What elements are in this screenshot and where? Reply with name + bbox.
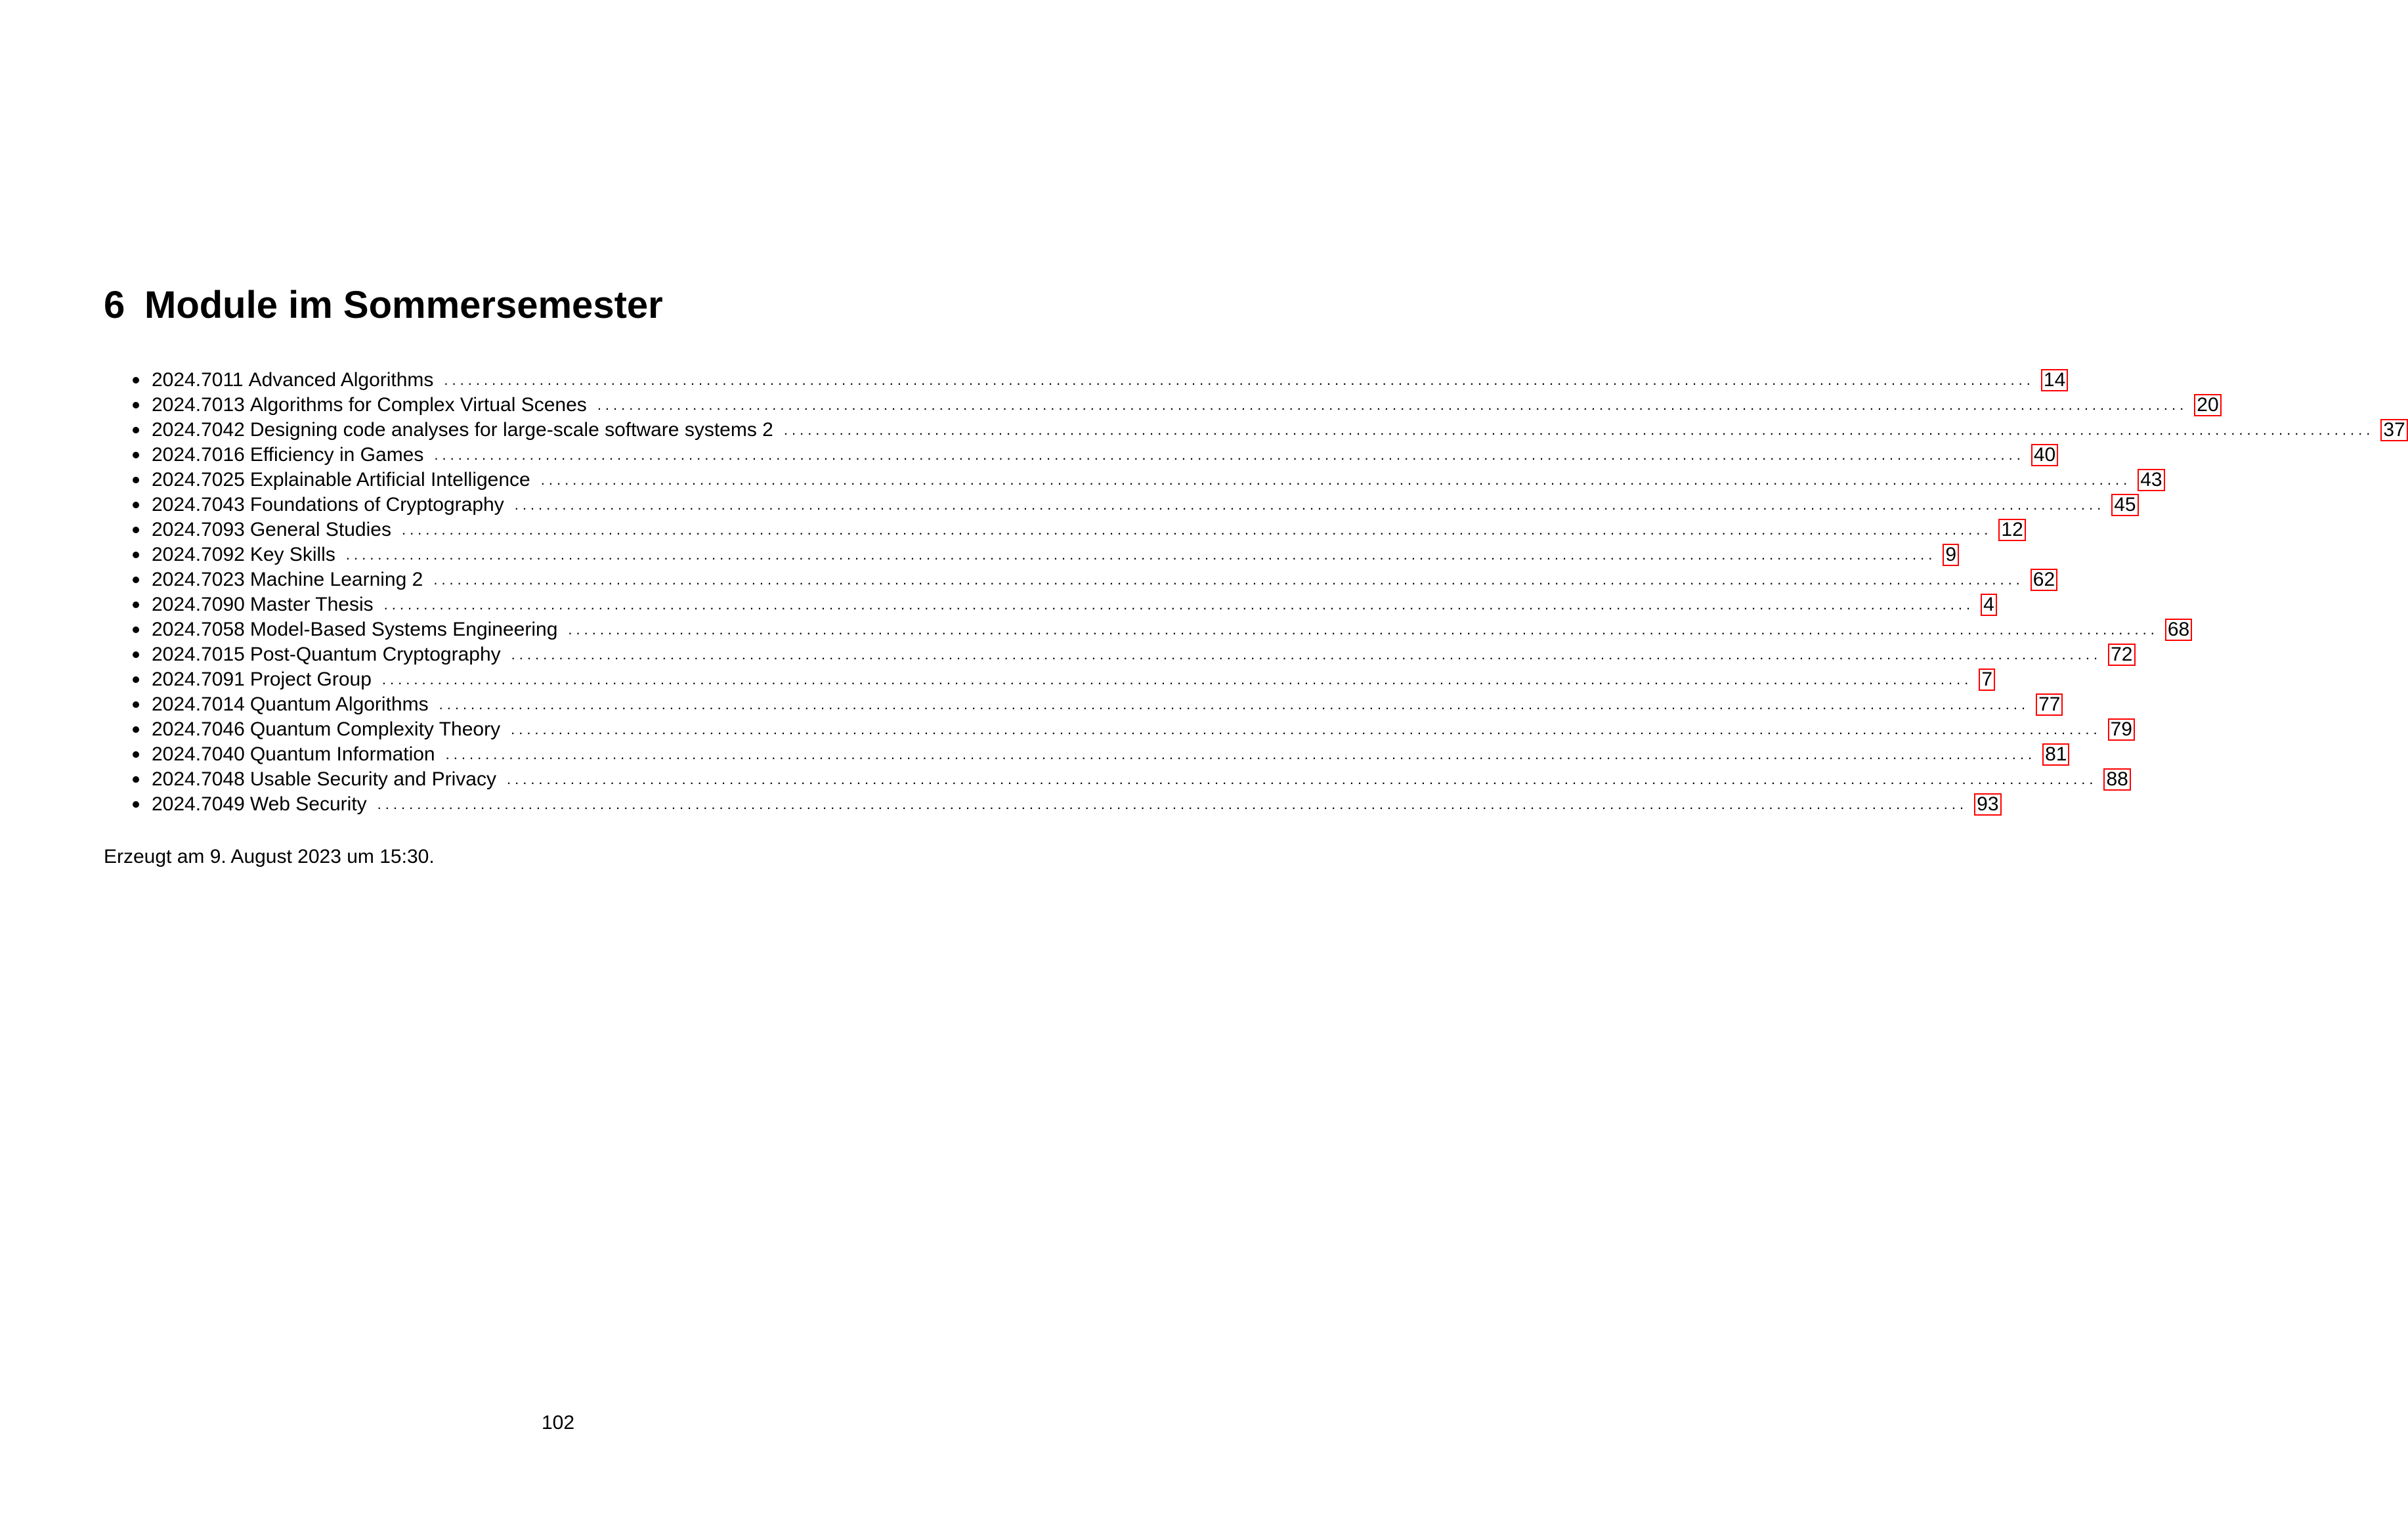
toc-item	[133, 567, 2055, 592]
section-title: Module im Sommersemester	[144, 284, 663, 326]
module-code: 2024.7043	[152, 494, 245, 516]
module-title: Efficiency in Games	[249, 444, 424, 466]
toc-item	[133, 443, 2056, 468]
page-link[interactable]: 88	[2103, 768, 2130, 791]
module-code: 2024.7011	[152, 369, 244, 391]
toc-item	[133, 717, 2132, 742]
toc-item	[133, 617, 2190, 642]
module-title: General Studies	[249, 519, 391, 540]
bullet-icon	[133, 452, 139, 458]
dot-leader: ........................................................................................................................................................................................................	[783, 422, 2375, 438]
page-link[interactable]: 72	[2108, 644, 2135, 666]
section-heading	[104, 284, 663, 327]
module-title: Advanced Algorithms	[248, 369, 434, 391]
module-code: 2024.7016	[152, 444, 245, 466]
bullet-icon	[133, 402, 139, 408]
module-title: Web Security	[249, 793, 367, 815]
bullet-icon	[133, 701, 139, 708]
bullet-icon	[133, 626, 139, 633]
page-link[interactable]: 68	[2165, 619, 2192, 641]
bullet-icon	[133, 602, 139, 608]
module-code: 2024.7093	[152, 519, 245, 540]
page-link[interactable]: 81	[2042, 743, 2069, 766]
bullet-icon	[133, 502, 139, 508]
dot-leader: ........................................................................................................................................................................................................	[434, 447, 2025, 463]
dot-leader: ........................................................................................................................................................................................................	[597, 397, 2188, 413]
page-link[interactable]: 14	[2041, 369, 2068, 391]
dot-leader: ........................................................................................................................................................................................................	[377, 796, 1968, 812]
dot-leader: ........................................................................................................................................................................................................	[540, 472, 2132, 488]
dot-leader: ........................................................................................................................................................................................................	[345, 546, 1937, 563]
dot-leader: ........................................................................................................................................................................................................	[445, 746, 2036, 762]
bullet-icon	[133, 726, 139, 733]
page-link[interactable]: 77	[2036, 693, 2063, 716]
toc-item	[133, 418, 2405, 443]
toc-item	[133, 692, 2061, 717]
module-code: 2024.7092	[152, 544, 245, 565]
dot-leader: ........................................................................................................................................................................................................	[433, 571, 2024, 588]
dot-leader: ........................................................................................................................................................................................................	[401, 521, 1992, 538]
bullet-icon	[133, 552, 139, 558]
module-code: 2024.7025	[152, 469, 245, 491]
module-code: 2024.7023	[152, 569, 245, 590]
module-title: Designing code analyses for large-scale software systems 2	[249, 419, 773, 441]
module-code: 2024.7040	[152, 743, 245, 765]
bullet-icon	[133, 427, 139, 433]
module-title: Foundations of Cryptography	[249, 494, 504, 516]
toc-item	[133, 767, 2128, 792]
module-title: Model-Based Systems Engineering	[249, 619, 558, 640]
bullet-icon	[133, 527, 139, 533]
module-title: Quantum Algorithms	[249, 693, 429, 715]
module-code: 2024.7013	[152, 394, 245, 416]
bullet-icon	[133, 377, 139, 384]
module-title: Machine Learning 2	[249, 569, 423, 590]
toc-item	[133, 592, 1994, 617]
module-code: 2024.7014	[152, 693, 245, 715]
module-code: 2024.7015	[152, 644, 245, 665]
module-list	[133, 368, 2405, 817]
dot-leader: ........................................................................................................................................................................................................	[383, 596, 1975, 613]
toc-item	[133, 393, 2219, 418]
module-title: Quantum Complexity Theory	[249, 718, 501, 740]
dot-leader: ........................................................................................................................................................................................................	[511, 721, 2101, 737]
page-link[interactable]: 7	[1979, 669, 1995, 691]
module-title: Project Group	[249, 669, 372, 690]
module-code: 2024.7049	[152, 793, 245, 815]
bullet-icon	[133, 651, 139, 658]
bullet-icon	[133, 676, 139, 683]
dot-leader: ........................................................................................................................................................................................................	[511, 646, 2102, 663]
dot-leader: ........................................................................................................................................................................................................	[506, 771, 2097, 787]
module-title: Master Thesis	[249, 594, 374, 615]
dot-leader: ........................................................................................................................................................................................................	[444, 372, 2034, 388]
toc-item	[133, 468, 2162, 493]
page-link[interactable]: 93	[1974, 793, 2001, 816]
module-code: 2024.7091	[152, 669, 245, 690]
page-link[interactable]: 79	[2108, 718, 2135, 741]
bullet-icon	[133, 477, 139, 483]
page-link[interactable]: 9	[1943, 544, 1959, 566]
toc-item	[133, 368, 2066, 393]
bullet-icon	[133, 801, 139, 808]
module-code: 2024.7058	[152, 619, 245, 640]
dot-leader: ........................................................................................................................................................................................................	[514, 496, 2105, 513]
module-title: Algorithms for Complex Virtual Scenes	[249, 394, 587, 416]
module-code: 2024.7090	[152, 594, 245, 615]
generated-note: Erzeugt am 9. August 2023 um 15:30.	[104, 846, 435, 867]
module-code: 2024.7048	[152, 768, 245, 790]
toc-item	[133, 517, 2023, 542]
module-title: Post-Quantum Cryptography	[249, 644, 501, 665]
module-title: Explainable Artificial Intelligence	[249, 469, 530, 491]
toc-item	[133, 493, 2136, 517]
section-number: 6	[104, 284, 125, 326]
page-number: 102	[541, 1412, 575, 1434]
toc-item	[133, 542, 1957, 567]
toc-item	[133, 642, 2133, 667]
dot-leader: ........................................................................................................................................................................................................	[568, 621, 2159, 638]
page-link[interactable]: 45	[2111, 494, 2138, 516]
page-link[interactable]: 4	[1981, 594, 1997, 616]
dot-leader: ........................................................................................................................................................................................................	[381, 671, 1973, 688]
dot-leader: ........................................................................................................................................................................................................	[439, 696, 2030, 713]
page-link[interactable]: 37	[2380, 419, 2407, 441]
module-code: 2024.7046	[152, 718, 245, 740]
bullet-icon	[133, 751, 139, 758]
module-title: Usable Security and Privacy	[249, 768, 496, 790]
module-title: Quantum Information	[249, 743, 435, 765]
page-link[interactable]: 20	[2194, 394, 2221, 416]
bullet-icon	[133, 577, 139, 583]
module-code: 2024.7042	[152, 419, 245, 441]
toc-item	[133, 792, 1999, 817]
page-link[interactable]: 12	[1998, 519, 2025, 541]
page-link[interactable]: 62	[2031, 569, 2057, 591]
page-link[interactable]: 40	[2031, 444, 2058, 466]
bullet-icon	[133, 776, 139, 783]
toc-item	[133, 742, 2067, 767]
page-link[interactable]: 43	[2138, 469, 2164, 491]
toc-item	[133, 667, 1993, 692]
module-title: Key Skills	[249, 544, 335, 565]
